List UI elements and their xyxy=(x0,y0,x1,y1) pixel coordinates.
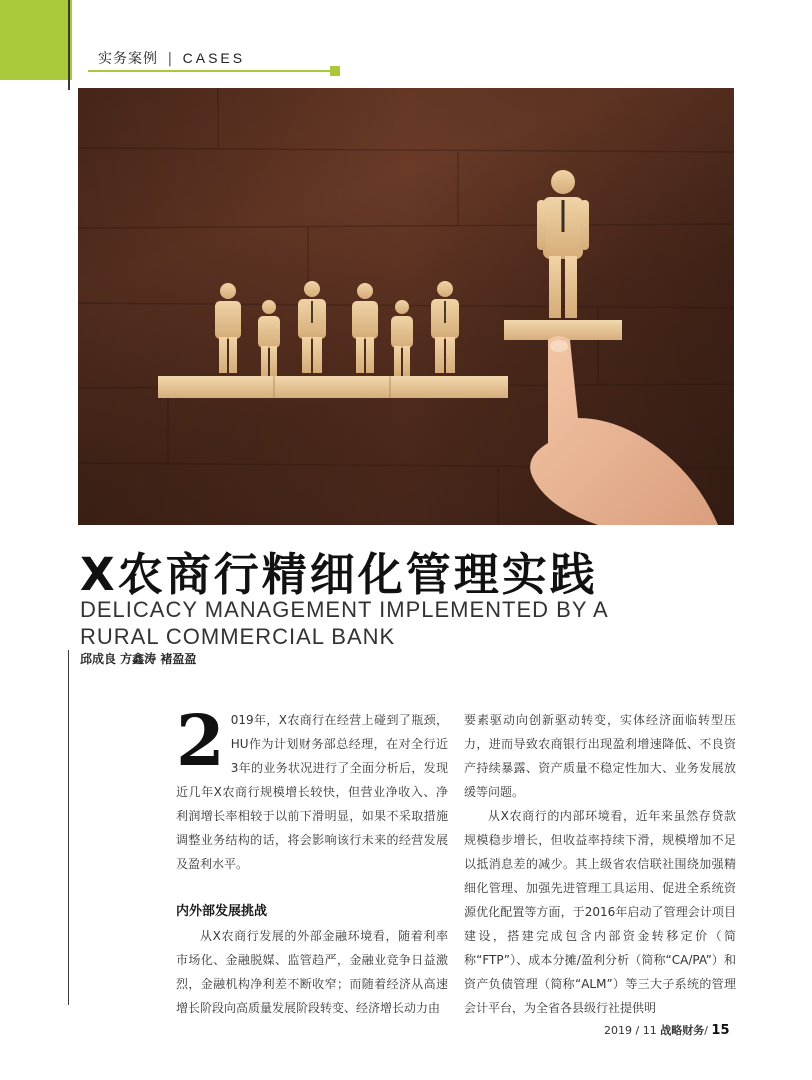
page-footer xyxy=(604,1022,730,1038)
paragraph-external-continued: 要素驱动向创新驱动转变，实体经济面临转型压力，进而导致农商银行出现盈利增速降低、不良资产持续暴露、资产质量不稳定性加大、业务发展放缓等问题。 xyxy=(464,713,736,799)
footer-slash: / xyxy=(704,1024,708,1037)
section-label-cn: 实务案例 xyxy=(98,51,158,67)
paragraph-external-environment xyxy=(176,924,448,1020)
drop-cap: 2 xyxy=(176,699,225,782)
article-title: X农商行精细化管理实践 xyxy=(80,548,598,601)
article-subtitle: DELICACY MANAGEMENT IMPLEMENTED BY A RURAL COMMERCIAL BANK xyxy=(80,597,608,649)
hero-illustration xyxy=(78,88,734,525)
paragraph-internal-text: 从X农商行的内部环境看，近年来虽然存贷款规模稳步增长，但收益率持续下滑，规模增加不足以抵消息差的减少。其上级省农信联社围绕加强精细化管理、加强先进管理工具运用、促进全系统资源优化配置等方面，于2016年启动了管理会计项目建设，搭建完成包含内部资金转移定价（简称“FTP”）、成本分摊/盈利分析（简称“CA/PA”）和资产负债管理（简称“ALM”）等三大子系统的管理会计平台，为全省各县级行社提供明 xyxy=(464,809,736,1015)
corner-accent-block xyxy=(0,0,72,80)
section-label-separator: | xyxy=(167,51,174,67)
paragraph-intro-text: 019年，X农商行在经营上碰到了瓶颈，HU作为计划财务部总经理，在对全行近3年的业务状况进行了全面分析后，发现近几年X农商行规模增长较快，但营业净收入、净利润增长率相较于以前下滑明显，如果不采取措施调整业务结构的话，将会影响该行未来的经营发展及盈利水平。 xyxy=(176,713,448,871)
paragraph-internal-environment xyxy=(464,804,736,1020)
header-square-marker xyxy=(330,66,340,76)
paragraph-external-text: 从X农商行发展的外部金融环境看，随着利率市场化、金融脱媒、监管趋严，金融业竞争日益激烈，金融机构净利差不断收窄；而随着经济从高速增长阶段向高质量发展阶段转变、经济增长动力由 xyxy=(176,929,448,1015)
body-column-right xyxy=(464,708,736,1020)
left-margin-rule xyxy=(68,650,69,1005)
footer-issue: 2019 / 11 xyxy=(604,1024,657,1037)
footer-brand: 战略财务 xyxy=(660,1024,705,1037)
header-underline xyxy=(88,70,334,72)
body-column-left xyxy=(176,699,448,1020)
page-number: 15 xyxy=(711,1023,730,1038)
section-label-en: CASES xyxy=(182,50,246,66)
section-label xyxy=(98,48,245,68)
hero-image xyxy=(78,88,734,525)
section-heading: 内外部发展挑战 xyxy=(176,904,268,919)
paragraph-intro xyxy=(176,699,448,876)
header-divider-vertical xyxy=(68,0,70,90)
article-authors: 邱成良 方鑫涛 褚盈盈 xyxy=(80,652,197,666)
